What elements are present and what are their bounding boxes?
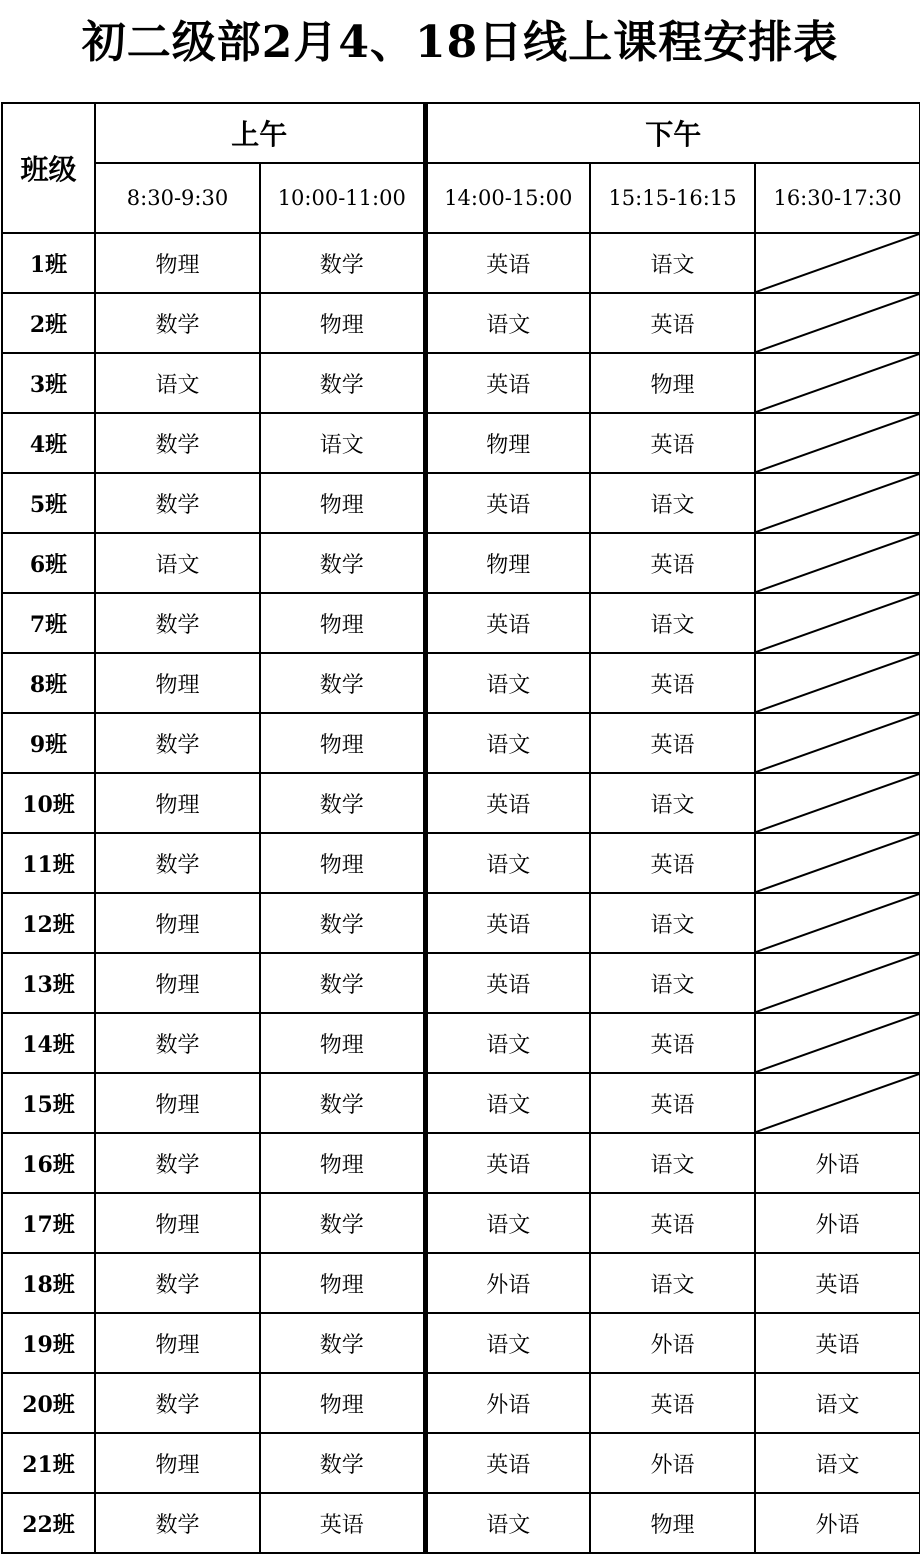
subject-cell: 数学	[260, 953, 425, 1013]
diagonal-slash-icon	[756, 234, 919, 292]
subject-cell: 数学	[260, 653, 425, 713]
schedule-table	[1, 102, 920, 1554]
subject-cell: 数学	[95, 1493, 260, 1553]
schedule-body	[2, 233, 920, 1553]
subject-cell: 语文	[425, 1493, 590, 1553]
diagonal-slash-icon	[756, 894, 919, 952]
subject-cell: 语文	[755, 1373, 920, 1433]
subject-cell: 英语	[590, 1193, 755, 1253]
empty-slot-cell	[755, 413, 920, 473]
subject-cell: 语文	[425, 713, 590, 773]
table-row	[2, 1193, 920, 1253]
subject-cell: 数学	[95, 593, 260, 653]
subject-cell: 英语	[590, 833, 755, 893]
subject-cell: 数学	[260, 1433, 425, 1493]
subject-cell: 物理	[260, 1373, 425, 1433]
diagonal-slash-icon	[756, 714, 919, 772]
header-time-3: 14:00-15:00	[425, 163, 590, 233]
subject-cell: 外语	[755, 1133, 920, 1193]
subject-cell: 英语	[425, 233, 590, 293]
class-name-cell: 21班	[2, 1433, 95, 1493]
diagonal-slash-icon	[756, 954, 919, 1012]
table-row	[2, 713, 920, 773]
table-row	[2, 1133, 920, 1193]
subject-cell: 语文	[590, 593, 755, 653]
subject-cell: 英语	[590, 293, 755, 353]
diagonal-slash-icon	[756, 774, 919, 832]
empty-slot-cell	[755, 1073, 920, 1133]
table-row	[2, 233, 920, 293]
header-morning: 上午	[95, 103, 425, 163]
diagonal-slash-icon	[756, 534, 919, 592]
diagonal-slash-icon	[756, 1074, 919, 1132]
subject-cell: 数学	[95, 293, 260, 353]
subject-cell: 物理	[260, 1013, 425, 1073]
subject-cell: 外语	[590, 1313, 755, 1373]
class-name-cell: 5班	[2, 473, 95, 533]
class-name-cell: 7班	[2, 593, 95, 653]
empty-slot-cell	[755, 653, 920, 713]
subject-cell: 英语	[755, 1313, 920, 1373]
class-name-cell: 6班	[2, 533, 95, 593]
empty-slot-cell	[755, 1013, 920, 1073]
class-name-cell: 9班	[2, 713, 95, 773]
subject-cell: 数学	[260, 773, 425, 833]
subject-cell: 语文	[425, 1013, 590, 1073]
table-row	[2, 293, 920, 353]
subject-cell: 数学	[260, 233, 425, 293]
table-row	[2, 1313, 920, 1373]
class-name-cell: 22班	[2, 1493, 95, 1553]
diagonal-slash-icon	[756, 294, 919, 352]
subject-cell: 英语	[590, 1373, 755, 1433]
table-row	[2, 1013, 920, 1073]
subject-cell: 数学	[95, 473, 260, 533]
diagonal-slash-icon	[756, 1014, 919, 1072]
diagonal-slash-icon	[756, 474, 919, 532]
subject-cell: 语文	[425, 1073, 590, 1133]
subject-cell: 物理	[260, 473, 425, 533]
header-class: 班级	[2, 103, 95, 233]
class-name-cell: 13班	[2, 953, 95, 1013]
subject-cell: 英语	[425, 953, 590, 1013]
table-row	[2, 833, 920, 893]
subject-cell: 语文	[425, 1313, 590, 1373]
table-row	[2, 1493, 920, 1553]
class-name-cell: 16班	[2, 1133, 95, 1193]
subject-cell: 物理	[95, 1433, 260, 1493]
class-name-cell: 4班	[2, 413, 95, 473]
subject-cell: 外语	[755, 1193, 920, 1253]
table-row	[2, 1253, 920, 1313]
header-time-2: 10:00-11:00	[260, 163, 425, 233]
empty-slot-cell	[755, 353, 920, 413]
subject-cell: 语文	[95, 353, 260, 413]
header-row-periods	[2, 103, 920, 163]
class-name-cell: 12班	[2, 893, 95, 953]
class-name-cell: 1班	[2, 233, 95, 293]
subject-cell: 英语	[425, 353, 590, 413]
subject-cell: 英语	[590, 413, 755, 473]
subject-cell: 物理	[95, 1313, 260, 1373]
class-name-cell: 14班	[2, 1013, 95, 1073]
class-name-cell: 15班	[2, 1073, 95, 1133]
subject-cell: 语文	[590, 773, 755, 833]
table-row	[2, 893, 920, 953]
subject-cell: 英语	[425, 1133, 590, 1193]
empty-slot-cell	[755, 833, 920, 893]
subject-cell: 数学	[95, 1253, 260, 1313]
subject-cell: 语文	[260, 413, 425, 473]
subject-cell: 物理	[260, 1133, 425, 1193]
empty-slot-cell	[755, 233, 920, 293]
table-row	[2, 353, 920, 413]
subject-cell: 数学	[260, 1193, 425, 1253]
table-row	[2, 1073, 920, 1133]
class-name-cell: 20班	[2, 1373, 95, 1433]
empty-slot-cell	[755, 773, 920, 833]
subject-cell: 物理	[95, 233, 260, 293]
subject-cell: 英语	[260, 1493, 425, 1553]
subject-cell: 数学	[95, 1133, 260, 1193]
subject-cell: 物理	[95, 773, 260, 833]
subject-cell: 物理	[260, 833, 425, 893]
class-name-cell: 17班	[2, 1193, 95, 1253]
subject-cell: 外语	[425, 1253, 590, 1313]
table-row	[2, 533, 920, 593]
subject-cell: 数学	[260, 1073, 425, 1133]
subject-cell: 物理	[95, 1193, 260, 1253]
table-row	[2, 413, 920, 473]
subject-cell: 外语	[755, 1493, 920, 1553]
subject-cell: 物理	[260, 593, 425, 653]
table-row	[2, 473, 920, 533]
empty-slot-cell	[755, 473, 920, 533]
subject-cell: 语文	[425, 293, 590, 353]
header-time-5: 16:30-17:30	[755, 163, 920, 233]
subject-cell: 英语	[590, 653, 755, 713]
diagonal-slash-icon	[756, 834, 919, 892]
header-afternoon: 下午	[425, 103, 920, 163]
subject-cell: 物理	[95, 1073, 260, 1133]
subject-cell: 语文	[95, 533, 260, 593]
subject-cell: 语文	[425, 833, 590, 893]
subject-cell: 语文	[590, 953, 755, 1013]
header-time-4: 15:15-16:15	[590, 163, 755, 233]
diagonal-slash-icon	[756, 594, 919, 652]
page-title: 初二级部2月4、18日线上课程安排表	[81, 17, 839, 68]
class-name-cell: 11班	[2, 833, 95, 893]
empty-slot-cell	[755, 713, 920, 773]
table-row	[2, 953, 920, 1013]
subject-cell: 英语	[590, 1013, 755, 1073]
subject-cell: 物理	[260, 293, 425, 353]
class-name-cell: 8班	[2, 653, 95, 713]
header-time-1: 8:30-9:30	[95, 163, 260, 233]
diagonal-slash-icon	[756, 414, 919, 472]
subject-cell: 外语	[590, 1433, 755, 1493]
subject-cell: 物理	[260, 1253, 425, 1313]
diagonal-slash-icon	[756, 354, 919, 412]
subject-cell: 语文	[590, 1133, 755, 1193]
subject-cell: 数学	[95, 833, 260, 893]
subject-cell: 语文	[590, 473, 755, 533]
subject-cell: 物理	[425, 413, 590, 473]
subject-cell: 数学	[95, 1373, 260, 1433]
class-name-cell: 10班	[2, 773, 95, 833]
subject-cell: 语文	[590, 1253, 755, 1313]
subject-cell: 英语	[590, 533, 755, 593]
subject-cell: 英语	[590, 1073, 755, 1133]
subject-cell: 英语	[425, 473, 590, 533]
subject-cell: 数学	[260, 353, 425, 413]
empty-slot-cell	[755, 953, 920, 1013]
subject-cell: 英语	[425, 893, 590, 953]
table-row	[2, 773, 920, 833]
empty-slot-cell	[755, 893, 920, 953]
class-name-cell: 18班	[2, 1253, 95, 1313]
empty-slot-cell	[755, 293, 920, 353]
subject-cell: 数学	[260, 893, 425, 953]
diagonal-slash-icon	[756, 654, 919, 712]
header-row-times	[2, 163, 920, 233]
subject-cell: 物理	[95, 893, 260, 953]
subject-cell: 物理	[95, 653, 260, 713]
subject-cell: 物理	[95, 953, 260, 1013]
subject-cell: 英语	[425, 1433, 590, 1493]
subject-cell: 外语	[425, 1373, 590, 1433]
subject-cell: 英语	[590, 713, 755, 773]
table-row	[2, 593, 920, 653]
subject-cell: 物理	[260, 713, 425, 773]
subject-cell: 语文	[590, 233, 755, 293]
table-row	[2, 1433, 920, 1493]
subject-cell: 数学	[95, 713, 260, 773]
table-row	[2, 1373, 920, 1433]
subject-cell: 数学	[95, 1013, 260, 1073]
class-name-cell: 3班	[2, 353, 95, 413]
class-name-cell: 2班	[2, 293, 95, 353]
subject-cell: 语文	[755, 1433, 920, 1493]
table-row	[2, 653, 920, 713]
class-name-cell: 19班	[2, 1313, 95, 1373]
subject-cell: 物理	[590, 353, 755, 413]
subject-cell: 数学	[260, 533, 425, 593]
subject-cell: 物理	[425, 533, 590, 593]
subject-cell: 英语	[755, 1253, 920, 1313]
subject-cell: 英语	[425, 593, 590, 653]
subject-cell: 物理	[590, 1493, 755, 1553]
subject-cell: 数学	[260, 1313, 425, 1373]
empty-slot-cell	[755, 593, 920, 653]
subject-cell: 语文	[425, 1193, 590, 1253]
empty-slot-cell	[755, 533, 920, 593]
subject-cell: 数学	[95, 413, 260, 473]
subject-cell: 语文	[425, 653, 590, 713]
subject-cell: 英语	[425, 773, 590, 833]
subject-cell: 语文	[590, 893, 755, 953]
